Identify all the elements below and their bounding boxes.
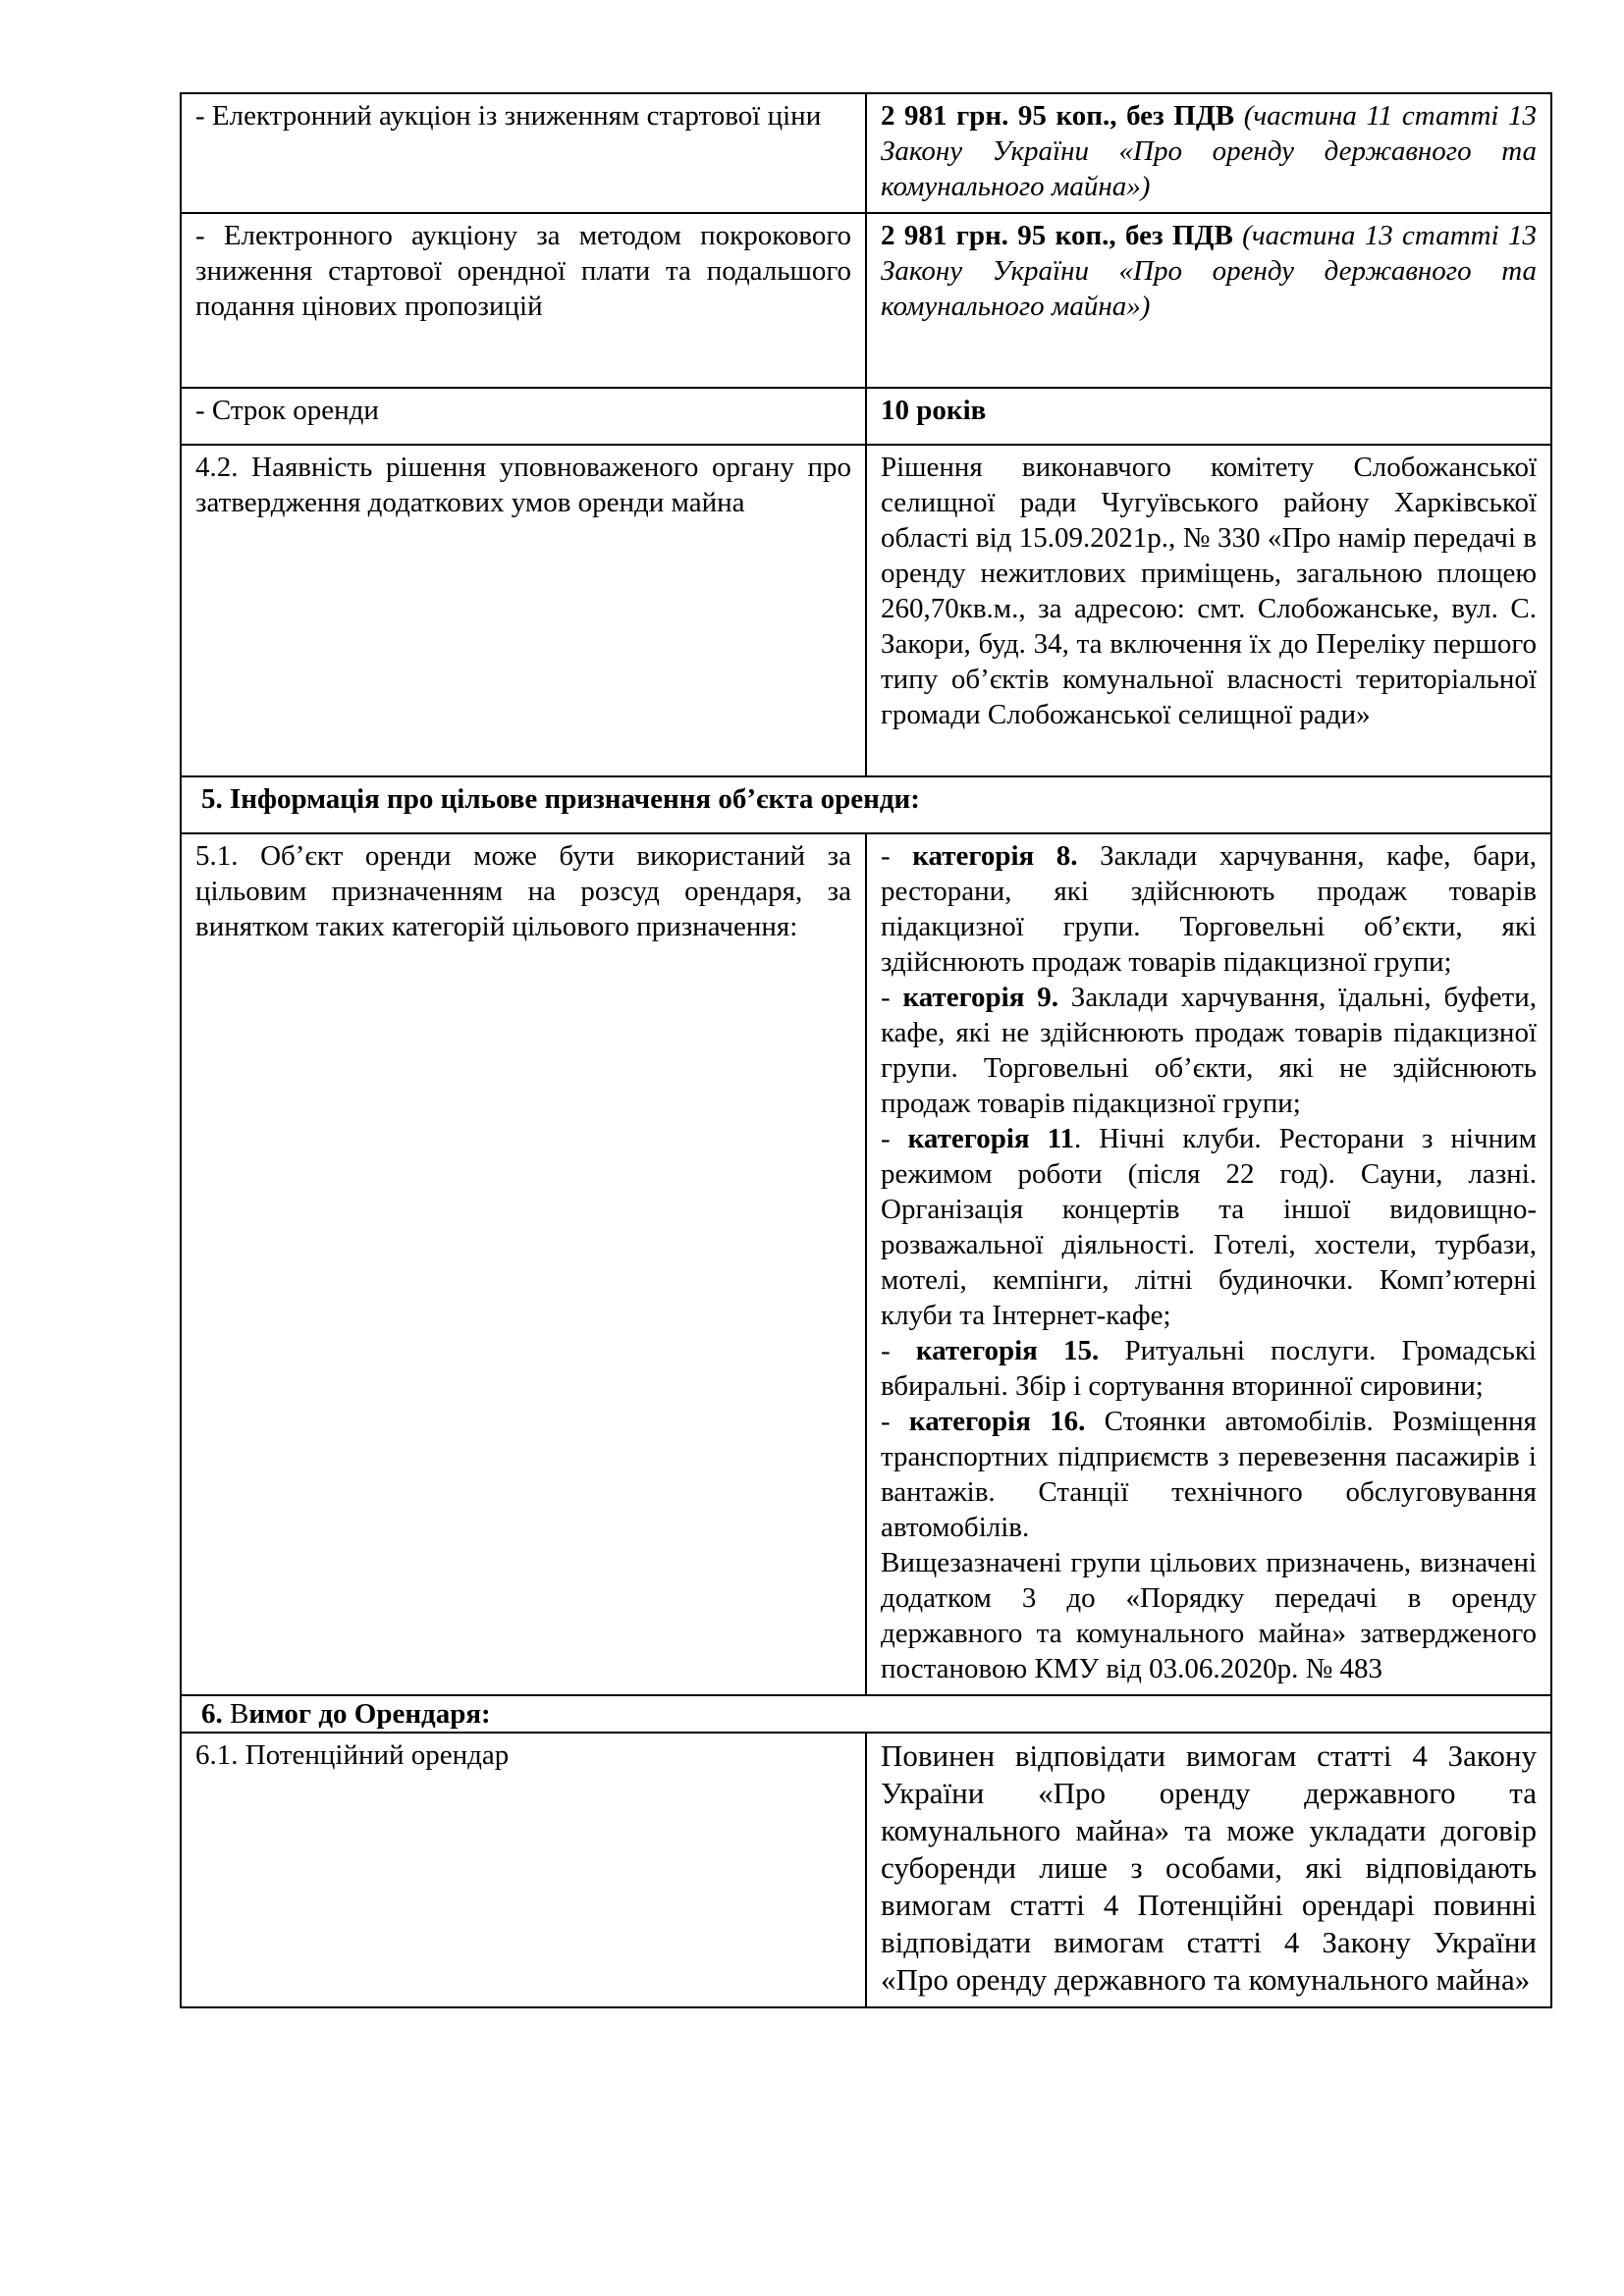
row-value-auction-stepwise <box>866 213 1551 388</box>
item-prefix: - <box>881 1406 909 1437</box>
category-item <box>881 980 1537 1121</box>
category-label: категорія 15. <box>915 1335 1100 1366</box>
lease-conditions-table <box>180 92 1552 2008</box>
table-row <box>181 833 1551 1695</box>
category-label: категорія 8. <box>912 840 1078 872</box>
purpose-note: Вищезазначені групи цільових призначень, визначені додатком 3 до «Порядку передачі в оренду державного та комунального майна» затвердженого постановою КМУ від 03.06.2020р. № 483 <box>881 1547 1537 1684</box>
section-6-letter: В <box>222 1698 249 1730</box>
item-prefix: - <box>881 1123 908 1154</box>
section-6-title: имог до Орендаря: <box>248 1698 491 1730</box>
category-label: категорія 9. <box>902 982 1058 1013</box>
item-prefix: - <box>881 1335 916 1366</box>
category-text: Стоянки автомобілів. Розміщення транспортних підприємств з перевезення пасажирів і вантажів. Станції технічного обслуговування автомобілів. <box>881 1406 1537 1543</box>
item-prefix: - <box>881 840 913 872</box>
table-row <box>181 388 1551 445</box>
category-item <box>881 1333 1537 1404</box>
category-text: Заклади харчування, їдальні, буфети, кафе, які не здійснюють продаж товарів підакцизної групи. Торговельні об’єкти, які не здійснюють продаж товарів підакцизної групи; <box>881 982 1537 1119</box>
row-label-decision: 4.2. Наявність рішення уповноваженого органу про затвердження додаткових умов оренди майна <box>181 445 866 776</box>
section-6-number: 6. <box>201 1698 223 1730</box>
row-label-tenant: 6.1. Потенційний орендар <box>181 1733 866 2007</box>
item-prefix: - <box>881 982 903 1013</box>
table-row <box>181 776 1551 833</box>
row-value-tenant: Повинен відповідати вимогам статті 4 Закону України «Про оренду державного та комунального майна» та може укладати договір суборенди лише з особами, які відповідають вимогам статті 4 Потенційні орендарі повинні відповідати вимогам статті 4 Закону України «Про оренду державного та комунального майна» <box>866 1733 1551 2007</box>
table-row <box>181 1695 1551 1733</box>
section-5-heading: 5. Інформація про цільове призначення об’єкта оренди: <box>181 776 1551 833</box>
row-value-purpose <box>866 833 1551 1695</box>
row-label-term: - Строк оренди <box>181 388 866 445</box>
category-item <box>881 1404 1537 1545</box>
row-label-auction-stepwise: - Електронного аукціону за методом покрокового зниження стартової орендної плати та подальшого подання цінових пропозицій <box>181 213 866 388</box>
category-text: . Нічні клуби. Ресторани з нічним режимом роботи (після 22 год). Сауни, лазні. Організація концертів та іншої видовищно-розважальної діяльності. Готелі, хостели, турбази, мотелі, кемпінги, літні будиночки. Комп’ютерні клуби та Інтернет-кафе; <box>881 1123 1537 1331</box>
law-reference: (частина 11 статті 13 Закону України «Про оренду державного та комунального майна») <box>881 100 1538 202</box>
row-label-auction-decrease: - Електронний аукціон із зниженням стартової ціни <box>181 93 866 213</box>
price-value: 2 981 грн. 95 коп., без ПДВ <box>881 100 1235 132</box>
section-6-heading <box>181 1695 1551 1733</box>
category-label: категорія 16. <box>908 1406 1086 1437</box>
row-value-decision: Рішення виконавчого комітету Слобожанської селищної ради Чугуївського району Харківської області від 15.09.2021р., № 330 «Про намір передачі в оренду нежитлових приміщень, загальною площею 260,70кв.м., за адресою: смт. Слобожанське, вул. С. Закори, буд. 34, та включення їх до Переліку першого типу об’єктів комунальної власності територіальної громади Слобожанської селищної ради» <box>866 445 1551 776</box>
law-reference: (частина 13 статті 13 Закону України «Про оренду державного та комунального майна») <box>881 220 1537 322</box>
table-row <box>181 1733 1551 2007</box>
category-text: Ритуальні послуги. Громадські вбиральні. Збір і сортування вторинної сировини; <box>881 1335 1537 1402</box>
table-row <box>181 213 1551 388</box>
category-label: категорія 11 <box>907 1123 1075 1154</box>
row-value-term <box>866 388 1551 445</box>
category-item <box>881 838 1537 980</box>
term-value: 10 років <box>881 395 987 426</box>
row-label-purpose: 5.1. Об’єкт оренди може бути використаний за цільовим призначенням на розсуд орендаря, за винятком таких категорій цільового призначення: <box>181 833 866 1695</box>
category-text: Заклади харчування, кафе, бари, ресторани, які здійснюють продаж товарів підакцизної групи. Торговельні об’єкти, які здійснюють продаж товарів підакцизної групи; <box>881 840 1537 978</box>
table-row <box>181 445 1551 776</box>
price-value: 2 981 грн. 95 коп., без ПДВ <box>881 220 1233 251</box>
table-row <box>181 93 1551 213</box>
row-value-auction-decrease <box>866 93 1551 213</box>
category-item <box>881 1121 1537 1333</box>
document-page <box>180 92 1550 2008</box>
